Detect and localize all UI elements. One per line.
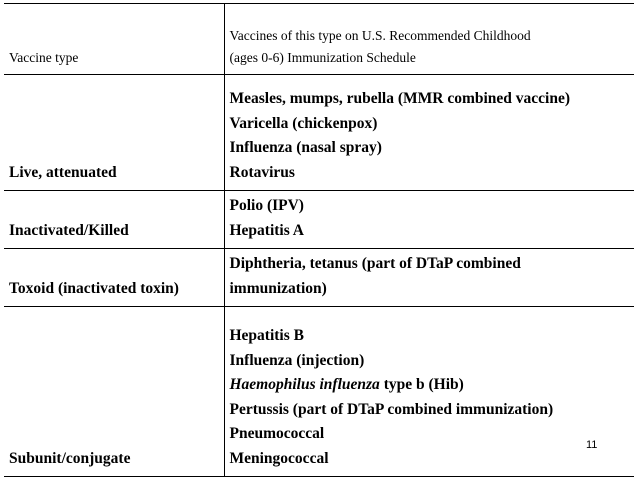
vaccine-type-cell [4,307,224,477]
vaccine-item: Hepatitis B [229,327,304,344]
vaccine-item: Meningococcal [229,449,329,467]
vaccine-item: Measles, mumps, rubella (MMR combined vaccine) [229,90,571,107]
vaccine-type-cell [4,249,224,307]
vaccine-item: immunization) [229,279,327,297]
vaccine-item: Influenza (nasal spray) [229,139,382,156]
vaccine-type-cell [4,191,224,249]
vaccine-item: Varicella (chickenpox) [229,114,378,132]
table-row [4,75,634,191]
header-schedule-line-2: (ages 0-6) Immunization Schedule [229,50,416,65]
vaccine-type-label: Toxoid (inactivated toxin) [9,279,179,297]
table-row [4,307,634,477]
vaccine-list-cell [224,191,634,249]
header-schedule [224,4,634,75]
vaccine-type-label: Inactivated/Killed [9,221,129,239]
table-header-row [4,4,634,75]
vaccine-list-cell [224,307,634,477]
vaccine-list-cell [224,249,634,307]
vaccine-item: Pertussis (part of DTaP combined immunization) [229,400,554,418]
vaccine-type-label: Live, attenuated [9,163,117,181]
vaccine-item: Pneumococcal [229,425,325,442]
header-schedule-line-1: Vaccines of this type on U.S. Recommended Childhood [229,28,531,43]
vaccine-item: Diphtheria, tetanus (part of DTaP combined [229,255,521,272]
vaccine-list-cell [224,75,634,191]
vaccine-type-cell [4,75,224,191]
header-vaccine-type-label: Vaccine type [9,50,79,65]
vaccine-item: Hepatitis A [229,221,304,239]
hib-italic-name: Haemophilus influenza [229,376,380,393]
vaccine-item-hib [230,373,630,398]
vaccine-types-table [4,3,634,477]
header-vaccine-type [4,4,224,75]
vaccine-item: Polio (IPV) [229,197,304,214]
vaccine-item: Rotavirus [229,163,295,181]
vaccine-type-label: Subunit/conjugate [9,449,131,467]
table-row [4,249,634,307]
hib-rest: type b (Hib) [379,376,464,393]
table-row [4,191,634,249]
page-number: 11 [586,439,598,451]
vaccine-item: Influenza (injection) [229,351,365,369]
